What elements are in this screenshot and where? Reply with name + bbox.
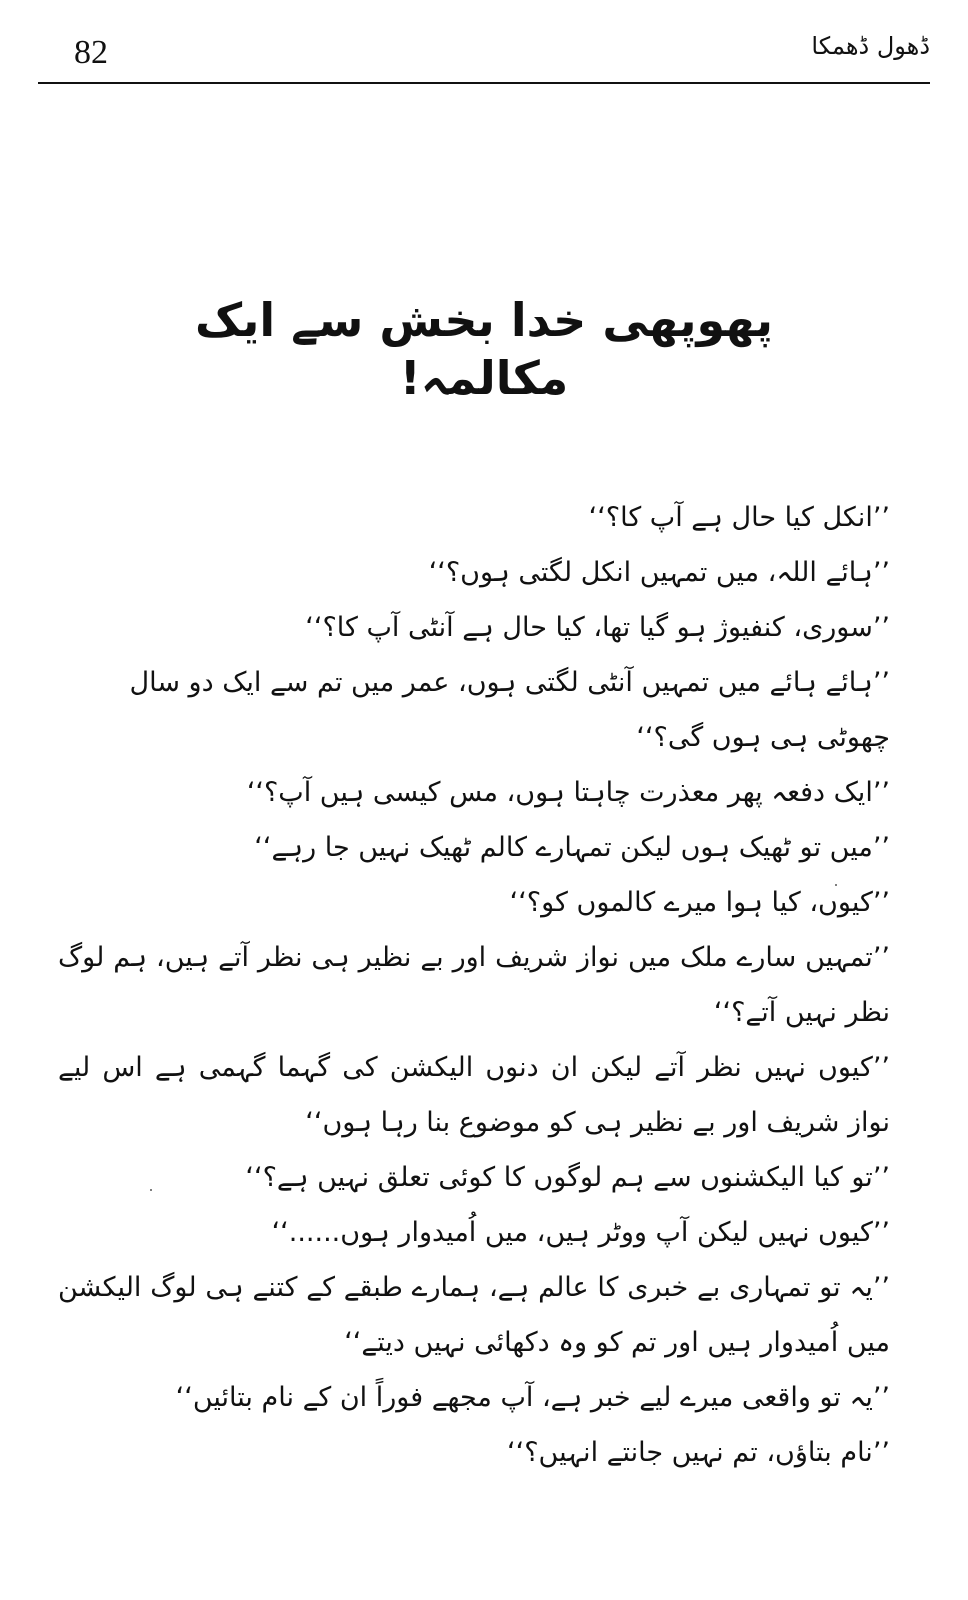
print-speck [150, 1189, 152, 1191]
dialogue-line: ’’تو کیا الیکشنوں سے ہم لوگوں کا کوئی تعلق نہیں ہے؟‘‘ [245, 1162, 890, 1193]
dialogue-line: ’’کیوں نہیں لیکن آپ ووٹر ہیں، میں اُمیدوار ہوں......‘‘ [271, 1217, 890, 1248]
dialogue-line: ’’کیوں نہیں نظر آتے لیکن ان دنوں الیکشن کی گہما گہمی ہے اس لیے نواز شریف اور بے نظیر ہی کو موضوع بنا رہا ہوں‘‘ [58, 1052, 890, 1138]
dialogue-line: ’’انکل کیا حال ہے آپ کا؟‘‘ [588, 502, 890, 533]
dialogue-line: ’’یہ تو واقعی میرے لیے خبر ہے، آپ مجھے فوراً ان کے نام بتائیں‘‘ [175, 1382, 890, 1413]
dialogue-line: ’’یہ تو تمہاری بے خبری کا عالم ہے، ہمارے طبقے کے کتنے ہی لوگ الیکشن میں اُمیدوار ہیں اور تم کو وہ دکھائی نہیں دیتے‘‘ [58, 1272, 890, 1358]
header-rule [38, 82, 930, 84]
dialogue-line: ’’کیوں، کیا ہوا میرے کالموں کو؟‘‘ [509, 887, 890, 918]
print-speck [835, 884, 837, 886]
dialogue-line: ’’سوری، کنفیوژ ہو گیا تھا، کیا حال ہے آنٹی آپ کا؟‘‘ [305, 612, 890, 643]
dialogue-line: ’’ہائے اللہ، میں تمہیں انکل لگتی ہوں؟‘‘ [428, 557, 890, 588]
dialogue-line: ’’ہائے ہائے میں تمہیں آنٹی لگتی ہوں، عمر میں تم سے ایک دو سال چھوٹی ہی ہوں گی؟‘‘ [129, 667, 890, 753]
chapter-title: پھوپھی خدا بخش سے ایک مکالمہ! [195, 293, 773, 405]
dialogue-line: ’’میں تو ٹھیک ہوں لیکن تمہارے کالم ٹھیک نہیں جا رہے‘‘ [254, 832, 890, 863]
dialogue-line: ’’نام بتاؤں، تم نہیں جانتے انہیں؟‘‘ [507, 1437, 890, 1468]
page-number: 82 [74, 34, 108, 71]
dialogue-text [58, 490, 890, 1480]
page-header [38, 20, 930, 84]
dialogue-line: ’’تمہیں سارے ملک میں نواز شریف اور بے نظیر ہی نظر آتے ہیں، ہم لوگ نظر نہیں آتے؟‘‘ [58, 942, 890, 1028]
running-title: ڈھول ڈھمکا [811, 32, 930, 60]
dialogue-line: ’’ایک دفعہ پھر معذرت چاہتا ہوں، مس کیسی ہیں آپ؟‘‘ [246, 777, 890, 808]
